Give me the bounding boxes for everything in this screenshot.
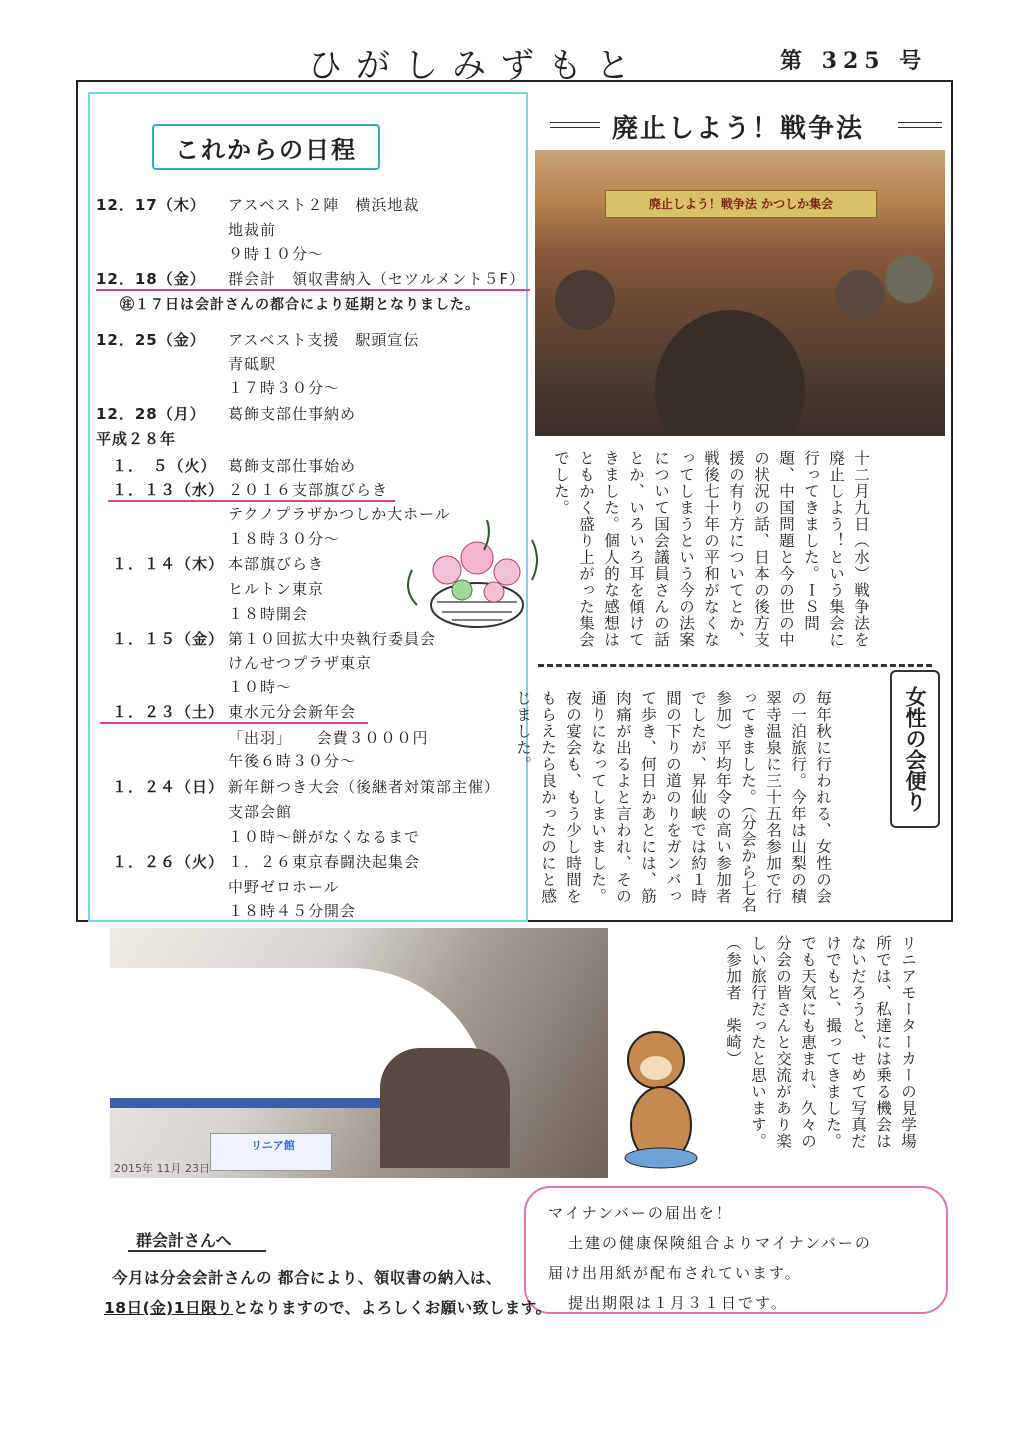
schedule-event: ２０１６支部旗びらき	[228, 481, 389, 499]
schedule-date: １．２６（火）	[96, 853, 225, 871]
linear-sign: リニア館	[251, 1139, 295, 1152]
rally-photo	[535, 150, 945, 436]
section-divider	[538, 664, 932, 667]
title-rule-right	[898, 122, 942, 128]
schedule-event: テクノプラザかつしか大ホール	[228, 505, 451, 523]
schedule-date: 12．18（金）	[96, 270, 206, 288]
schedule-event: 中野ゼロホール	[228, 878, 340, 896]
womens-section-heading: 女性の会便り	[890, 670, 940, 828]
accounting-line-2: となりますので、よろしくお願い致します。	[233, 1299, 552, 1317]
schedule-event: 地裁前	[228, 221, 277, 239]
highlight-underline	[108, 500, 395, 502]
schedule-event: 「出羽」 会費３０００円	[228, 729, 429, 747]
linear-train-photo	[110, 928, 608, 1178]
mynumber-line-2: 届け出用紙が配布されています。	[548, 1264, 802, 1282]
schedule-event: 本部旗びらき	[228, 555, 325, 573]
flower-basket-illustration	[392, 510, 562, 635]
schedule-event: アスベスト支援 駅頭宣伝	[228, 331, 420, 349]
accounting-line-1: 今月は分会会計さんの 都合により、領収書の納入は、	[112, 1269, 502, 1287]
schedule-date: 平成２８年	[96, 430, 177, 448]
schedule-date: １．２４（日）	[96, 778, 225, 796]
schedule-event: １８時４５分開会	[228, 902, 357, 920]
article-body: 十二月九日（水）戦争法を廃止しよう！という集会に行ってきました。ＩＳ問題、中国問題と今の世の中の状況の話、日本の後方支援の有り方についてとか、戦後七十年の平和がなくなってしまうという今の法案について国会議員さんの話とか、いろいろ耳を傾けてきました。個人的な感想はともかく盛り上がった集会でした。	[552, 450, 870, 648]
schedule-event: アスベスト２陣 横浜地裁	[228, 196, 420, 214]
schedule-date: 12．25（金）	[96, 331, 206, 349]
schedule-date: 12．28（月）	[96, 405, 206, 423]
schedule-event: けんせつプラザ東京	[228, 654, 373, 672]
schedule-event: 新年餅つき大会（後継者対策部主催）	[228, 778, 501, 796]
photo-date: 2015年 11月 23日	[114, 1162, 210, 1175]
schedule-event: １０時～	[228, 678, 293, 696]
schedule-event: １０時～餅がなくなるまで	[228, 828, 421, 846]
schedule-event: 午後６時３０分～	[228, 752, 357, 770]
schedule-event: １．２６東京春闘決起集会	[228, 853, 421, 871]
article-title: 廃止しよう！戦争法	[612, 114, 865, 144]
schedule-event: ㊟１７日は会計さんの都合により延期となりました。	[120, 297, 480, 313]
schedule-event: ９時１０分～	[228, 245, 325, 263]
schedule-event: １７時３０分～	[228, 379, 341, 397]
schedule-event: ヒルトン東京	[228, 580, 325, 598]
womens-body-1: 毎年秋に行われる、女性の会の一泊旅行。今年は山梨の積翠寺温泉に三十五名参加で行ってきました。（分会から七名参加）平均年令の高い参加者でしたが、昇仙峡では約１時間の下りの道のりをガンバって歩き、何日かあとには、筋肉痛が出るよと言われ、その通りになってしまいました。夜の宴会も、もう少し時間をもらえたら良かったのにと感じました。	[514, 690, 832, 914]
schedule-event: 葛飾支部仕事始め	[228, 457, 357, 475]
mynumber-line-1: 土建の健康保険組合よりマイナンバーの	[568, 1234, 872, 1252]
monkey-illustration	[616, 1020, 706, 1170]
schedule-date: １．２３（土）	[96, 703, 225, 721]
womens-body-2: リニアモーターカーの見学場所では、私達には乗る機会はないだろうと、せめて写真だけでもと、撮ってきました。でも天気にも恵まれ、久々の分会の皆さんと交流があり楽しい旅行だったと思います。（参加者 柴崎）	[724, 935, 917, 1150]
schedule-heading: これからの日程	[152, 124, 380, 170]
newsletter-title: ひがしみずもと	[308, 46, 644, 86]
highlight-underline	[100, 722, 368, 724]
schedule-date: 12．17（木）	[96, 196, 206, 214]
schedule-event: 青砥駅	[228, 355, 277, 373]
highlight-underline	[96, 289, 530, 291]
accounting-deadline: 18日(金)1日限り	[104, 1299, 234, 1317]
schedule-event: 群会計 領収書納入（セツルメント５F）	[228, 270, 526, 288]
schedule-date: １．１３（水）	[96, 481, 225, 499]
schedule-date: １．１５（金）	[96, 630, 225, 648]
schedule-event: 東水元分会新年会	[228, 703, 357, 721]
schedule-date: １．１４（木）	[96, 555, 225, 573]
schedule-event: 葛飾支部仕事納め	[228, 405, 357, 423]
issue-number: 第 325 号	[780, 48, 928, 74]
schedule-event: １８時開会	[228, 605, 309, 623]
schedule-event: 第１０回拡大中央執行委員会	[228, 630, 437, 648]
title-rule-left	[550, 122, 600, 128]
rally-banner: 廃止しよう！戦争法 かつしか集会	[605, 190, 877, 218]
schedule-date: １． ５（火）	[96, 457, 217, 475]
mynumber-line-3: 提出期限は１月３１日です。	[568, 1294, 788, 1312]
accounting-heading: 群会計さんへ	[136, 1231, 232, 1250]
mynumber-title: マイナンバーの届出を！	[548, 1204, 733, 1222]
schedule-event: １８時３０分～	[228, 530, 341, 548]
schedule-event: 支部会館	[228, 803, 293, 821]
